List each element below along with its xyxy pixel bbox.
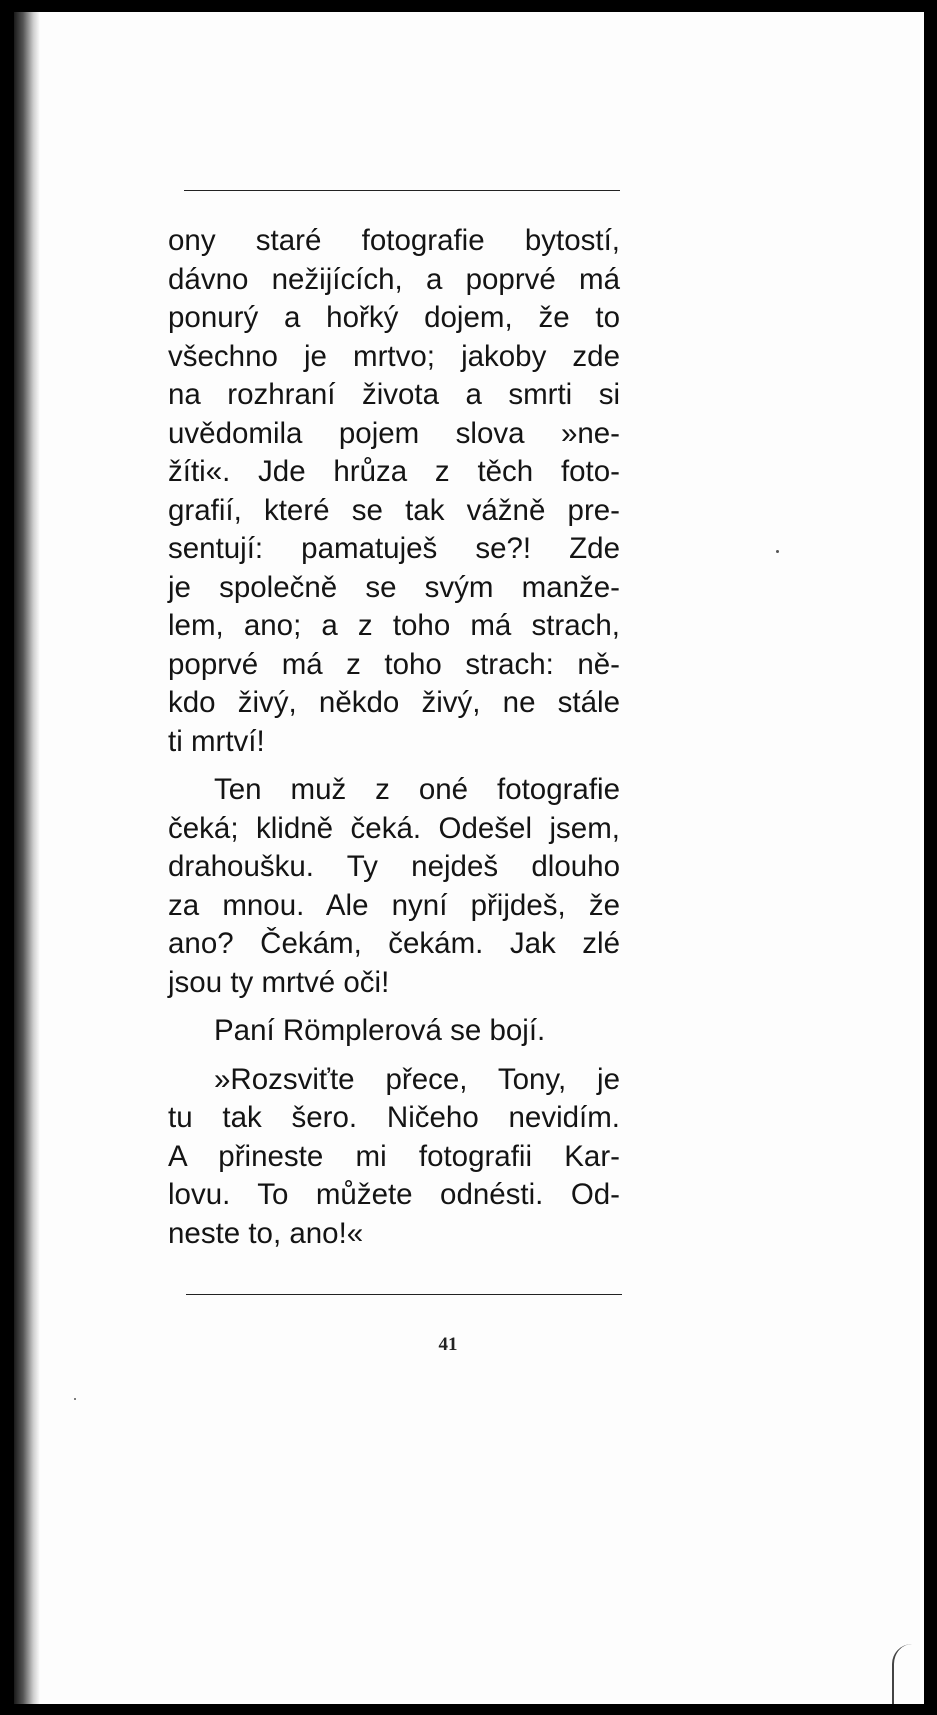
text-line: »Rozsviťte přece, Tony, je <box>214 1062 620 1096</box>
page-corner-curl <box>892 1644 924 1704</box>
text-line: neste to, ano!« <box>168 1216 364 1250</box>
paragraph <box>168 222 620 761</box>
text-line: žíti«. Jde hrůza z těch foto- <box>168 455 620 488</box>
text-line: grafií, které se tak vážně pre- <box>168 493 620 527</box>
text-line: sentují: pamatuješ se?! Zde <box>168 532 620 565</box>
text-line: lovu. To můžete odnésti. Od- <box>168 1178 620 1211</box>
text-line: kdo živý, někdo živý, ne stále <box>168 686 620 719</box>
text-line: uvědomila pojem slova »ne- <box>168 416 620 450</box>
page-number-text: 41 <box>438 1334 458 1355</box>
text-line: všechno je mrtvo; jakoby zde <box>168 339 620 373</box>
text-line: na rozhraní života a smrti si <box>168 378 620 411</box>
text-line: ony staré fotografie bytostí, <box>168 224 620 257</box>
text-line: ponurý a hořký dojem, že to <box>168 301 620 334</box>
bottom-rule <box>186 1294 622 1295</box>
text-line: jsou ty mrtvé oči! <box>168 965 390 999</box>
text-line: ano? Čekám, čekám. Jak zlé <box>168 927 620 960</box>
text-line: dávno nežijících, a poprvé má <box>168 262 620 296</box>
text-line: Paní Römplerová se bojí. <box>214 1014 546 1047</box>
text-line: čeká; klidně čeká. Odešel jsem, <box>168 811 620 845</box>
binding-shadow <box>14 12 40 1704</box>
text-line: A přineste mi fotografii Kar- <box>168 1139 620 1173</box>
text-line: drahoušku. Ty nejdeš dlouho <box>168 850 620 883</box>
text-line: je společně se svým manže- <box>168 570 620 604</box>
text-line: poprvé má z toho strach: ně- <box>168 647 620 681</box>
text-line: Ten muž z oné fotografie <box>214 773 620 806</box>
paper-speck <box>776 550 779 553</box>
paragraph <box>168 771 620 1002</box>
page-number <box>14 1334 924 1356</box>
paragraph <box>168 1012 620 1051</box>
text-line: tu tak šero. Ničeho nevidím. <box>168 1101 620 1134</box>
text-line: za mnou. Ale nyní přijdeš, že <box>168 888 620 922</box>
body-text <box>168 222 620 1253</box>
book-page <box>14 12 924 1704</box>
paragraph <box>168 1061 620 1254</box>
text-line: ti mrtví! <box>168 724 265 758</box>
paper-speck <box>74 1398 76 1400</box>
text-line: lem, ano; a z toho má strach, <box>168 609 620 642</box>
top-rule <box>184 190 620 191</box>
